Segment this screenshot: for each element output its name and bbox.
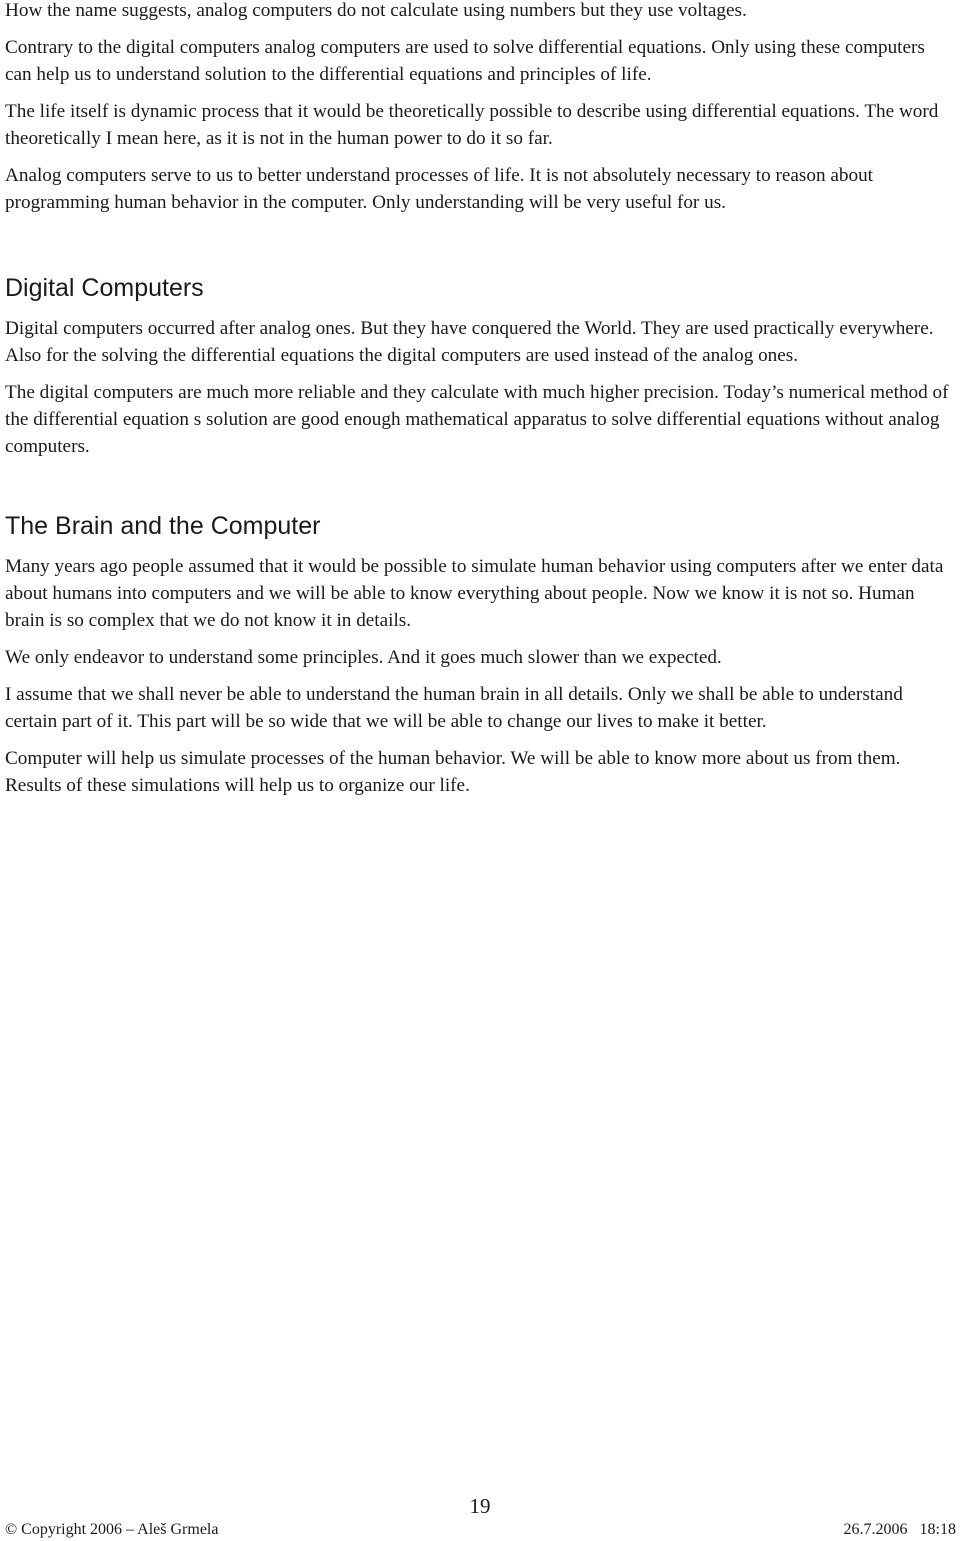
footer-datetime [844, 1520, 956, 1540]
brain-paragraph-3: I assume that we shall never be able to understand the human brain in all details. Only we shall be able to understand certain part of it. This part will be so wide that we will be able to change our lives to make it better. [5, 684, 903, 732]
footer-copyright-text: Copyright 2006 – Aleš Grmela [21, 1521, 219, 1538]
intro-paragraph-2: Contrary to the digital computers analog computers are used to solve differential equations. Only using these computers can help us to understand solution to the differential equations and principles of life. [5, 37, 925, 85]
digital-paragraph-2: The digital computers are much more reliable and they calculate with much higher precision. Today’s numerical method of the differential equation s solution are good enough mathematical apparatus to solve differential equations without analog computers. [5, 382, 949, 457]
intro-paragraph-4: Analog computers serve to us to better understand processes of life. It is not absolutely necessary to reason about programming human behavior in the computer. Only understanding will be very useful for us. [5, 165, 874, 213]
copyright-icon: © [5, 1521, 18, 1538]
brain-paragraph-2: We only endeavor to understand some principles. And it goes much slower than we expected. [5, 647, 722, 668]
brain-paragraph-4: Computer will help us simulate processes of the human behavior. We will be able to know more about us from them. Results of these simulations will help us to organize our life. [5, 748, 901, 796]
section-heading-digital-computers: Digital Computers [5, 274, 204, 302]
section-heading-brain-and-computer: The Brain and the Computer [5, 512, 321, 540]
intro-paragraph-1: How the name suggests, analog computers do not calculate using numbers but they use voltages. [5, 0, 747, 21]
footer-time: 18:18 [919, 1521, 956, 1538]
brain-paragraph-1: Many years ago people assumed that it would be possible to simulate human behavior using computers after we enter data about humans into computers and we will be able to know everything about people. Now we know it is not so. Human brain is so complex that we do not know it in details. [5, 556, 944, 631]
page-number: 19 [469, 1494, 491, 1518]
footer-date: 26.7.2006 [843, 1521, 908, 1538]
page-body [5, 0, 956, 809]
footer-copyright [5, 1520, 218, 1540]
digital-paragraph-1: Digital computers occurred after analog ones. But they have conquered the World. They are used practically everywhere. Also for the solving the differential equations the digital computers are used instead of the analog ones. [5, 318, 934, 366]
intro-paragraph-3: The life itself is dynamic process that it would be theoretically possible to describe using differential equations. The word theoretically I mean here, as it is not in the human power to do it so far. [5, 101, 939, 149]
